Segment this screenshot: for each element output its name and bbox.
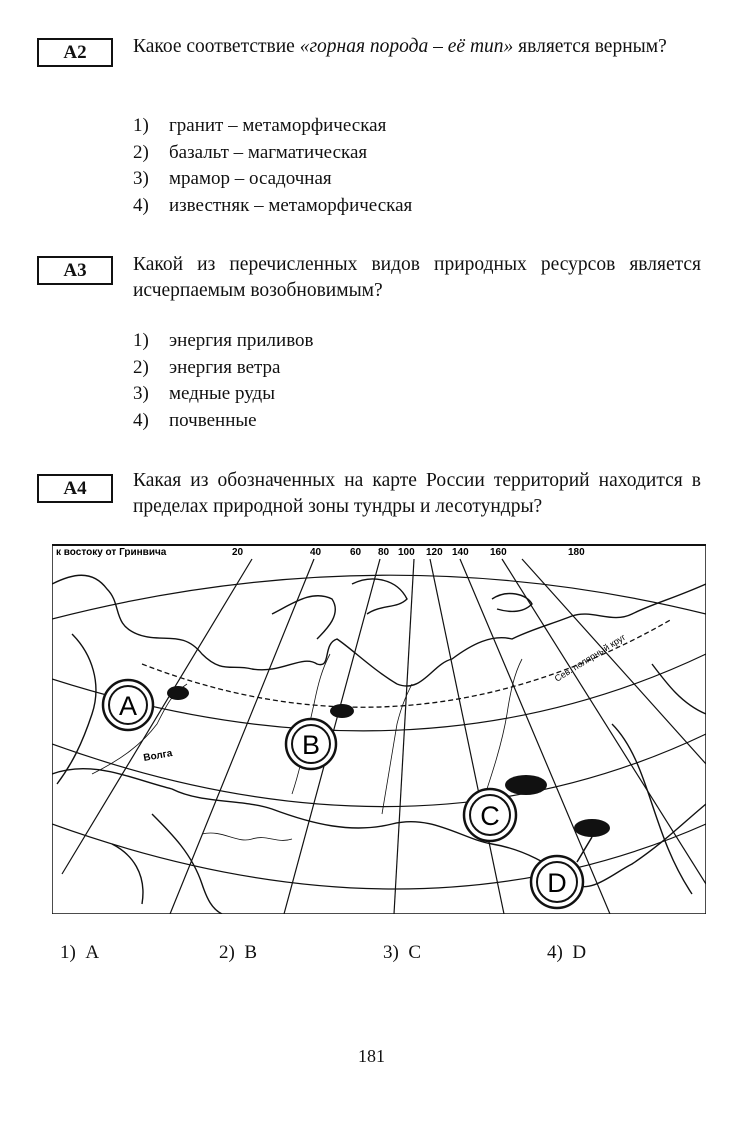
marker-a-label: A <box>118 691 138 721</box>
answer-number: 3) <box>383 942 399 963</box>
option-number: 3) <box>133 383 149 404</box>
volga-label: Волга <box>142 748 174 764</box>
answer-a4-2[interactable] <box>219 942 257 964</box>
option-a3-3[interactable] <box>133 381 314 408</box>
option-a3-4[interactable] <box>133 408 314 435</box>
option-number: 4) <box>133 194 149 216</box>
longitude-label-100: 100 <box>398 547 415 558</box>
marker-c <box>464 789 516 841</box>
answer-label: D <box>572 942 587 963</box>
option-a2-3[interactable] <box>133 166 412 193</box>
option-label: известняк – метаморфическая <box>169 194 413 216</box>
shaded-area-d <box>574 819 610 837</box>
option-number: 1) <box>133 330 149 351</box>
question-text-a4: Какая из обозначенных на карте России территорий находится в пределах природной зоны тундры и лесотундры? <box>133 470 701 517</box>
shaded-area-b <box>330 704 354 718</box>
russia-map <box>52 544 706 914</box>
question-tag-a3: A3 <box>37 256 113 285</box>
map-header-text: к востоку от Гринвича <box>56 547 167 558</box>
answer-a4-3[interactable] <box>383 942 421 964</box>
answer-number: 4) <box>547 942 563 963</box>
answer-label: A <box>85 942 100 963</box>
page-number: 181 <box>358 1046 385 1066</box>
question-tag-a4: A4 <box>37 474 113 503</box>
marker-b-label: B <box>301 730 321 760</box>
arctic-circle-label: Сев. полярный круг <box>552 631 628 684</box>
answer-number: 1) <box>60 942 76 963</box>
option-label: медные руды <box>169 383 275 404</box>
marker-c-label: C <box>480 801 500 831</box>
options-a2 <box>133 113 412 219</box>
longitude-label-60: 60 <box>350 547 362 558</box>
option-a2-4[interactable] <box>133 193 412 220</box>
shaded-area-c <box>505 775 547 795</box>
longitude-label-20: 20 <box>232 547 244 558</box>
marker-b <box>286 719 336 769</box>
question-text-a2-pre: Какое соответствие <box>133 36 300 57</box>
question-tag-a2: A2 <box>37 38 113 67</box>
marker-d-label: D <box>547 868 567 898</box>
option-label: энергия приливов <box>169 330 314 351</box>
question-text-a2-post: является верным? <box>513 36 667 57</box>
option-label: мрамор – осадочная <box>169 168 332 189</box>
longitude-label-140: 140 <box>452 547 469 558</box>
longitude-label-160: 160 <box>490 547 507 558</box>
option-number: 4) <box>133 409 149 431</box>
question-text-a2-em: «горная порода – её тип» <box>299 36 514 57</box>
longitude-label-180: 180 <box>568 547 585 558</box>
answer-a4-1[interactable] <box>60 942 99 964</box>
answer-label: C <box>408 942 422 963</box>
options-a3 <box>133 328 314 434</box>
answer-number: 2) <box>219 942 235 963</box>
option-a3-1[interactable] <box>133 328 314 355</box>
option-label: почвенные <box>169 409 257 431</box>
longitude-label-120: 120 <box>426 547 443 558</box>
option-a2-1[interactable] <box>133 113 412 140</box>
longitude-label-80: 80 <box>378 547 390 558</box>
question-text-a2 <box>133 34 701 60</box>
option-label: базальт – магматическая <box>169 141 368 163</box>
longitude-label-40: 40 <box>310 547 322 558</box>
option-label: энергия ветра <box>169 356 281 378</box>
marker-a <box>103 680 153 730</box>
answer-label: B <box>244 942 258 963</box>
option-a2-2[interactable] <box>133 140 412 167</box>
marker-d <box>531 856 583 908</box>
question-text-a3: Какой из перечисленных видов природных ресурсов является исчерпаемым возобновимым? <box>133 254 701 301</box>
answer-a4-4[interactable] <box>547 942 586 964</box>
option-number: 1) <box>133 115 149 136</box>
option-number: 3) <box>133 168 149 189</box>
option-label: гранит – метаморфическая <box>169 115 387 136</box>
option-number: 2) <box>133 141 149 163</box>
option-a3-2[interactable] <box>133 355 314 382</box>
shaded-area-a <box>167 686 189 700</box>
option-number: 2) <box>133 356 149 378</box>
